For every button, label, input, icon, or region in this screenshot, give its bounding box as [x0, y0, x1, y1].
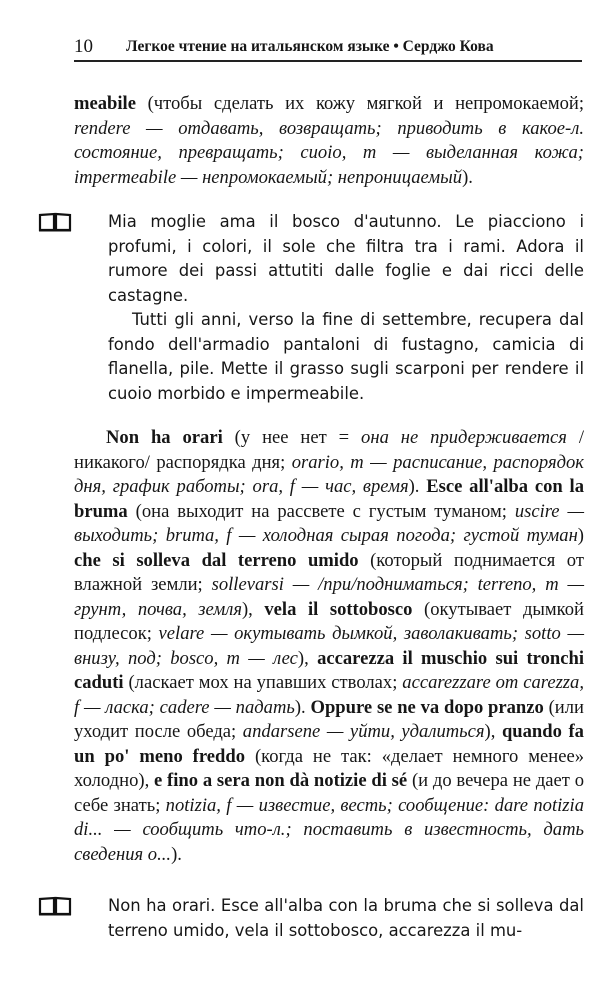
gloss-text: ),	[241, 598, 265, 620]
italian-text-2	[108, 894, 584, 943]
italian-paragraph: Tutti gli anni, verso la fine di settembre, recupera dal fondo dell'armadio pantaloni di fustagno, camicia di flanella, pile. Mette il grasso sugli scarponi per rendere il cuoio morbido e impermeabile.	[108, 310, 584, 403]
bold-phrase: Non ha orari	[106, 427, 223, 448]
gloss-text: (она выходит на рассвете с густым туманом;	[127, 500, 515, 522]
gloss-text: ),	[297, 647, 318, 669]
gloss-text: ).	[294, 696, 311, 718]
bold-phrase: vela il sottobosco	[264, 598, 413, 620]
open-book-icon	[38, 212, 72, 232]
bold-phrase: meabile	[74, 93, 136, 114]
gloss-italic: andarsene — уйти, удалиться	[242, 721, 485, 742]
bold-phrase: e fino a sera non dà notizie di sé	[154, 770, 408, 791]
gloss-text: ).	[171, 843, 182, 865]
gloss-text: (и до вечера не дает о себе знать;	[74, 770, 584, 816]
gloss-italic: uscire — выходить; bruma, f — холодная сырая погода; густой туман	[74, 500, 584, 546]
gloss-italic: она не придерживается	[361, 427, 567, 448]
bold-phrase: Oppure se ne va dopo pranzo	[310, 696, 544, 718]
gloss-text: ).	[462, 166, 473, 188]
gloss-text: (ласкает мох на упавших стволах;	[123, 672, 403, 693]
gloss-text: (когда не так: «делает немного менее» холодно),	[74, 745, 584, 791]
gloss-text: ),	[484, 721, 502, 742]
open-book-icon	[38, 896, 72, 916]
running-title: Легкое чтение на итальянском языке • Серджо Кова	[126, 38, 494, 55]
italian-text-1	[108, 210, 584, 406]
italian-paragraph: Non ha orari. Esce all'alba con la bruma che si solleva dal terreno umido, vela il sottobosco, accarezza il mu-	[108, 896, 584, 940]
bold-phrase: Esce all'alba con la bruma	[74, 476, 584, 522]
gloss-text: (чтобы сделать их кожу мягкой и непромокаемой;	[135, 93, 584, 114]
gloss-italic: rendere — отдавать, возвращать; приводить в какое-л. состояние, превращать; cuoio, m — выделанная кожа; impermeabile — непромокаемый; непроницаемый	[74, 117, 584, 188]
gloss-italic: orario, m — расписание, распорядок дня, график работы; ora, f — час, время	[74, 451, 584, 497]
gloss-italic: accarezzare от carezza, f — ласка; cadere — падать	[74, 672, 584, 718]
gloss-text: ).	[408, 476, 427, 497]
bold-phrase: accarezza il muschio sui tronchi caduti	[74, 647, 584, 693]
gloss-italic: sollevarsi — /при/подниматься; terreno, m — грунт, почва, земля	[74, 574, 585, 620]
italian-paragraph: Mia moglie ama il bosco d'autunno. Le piacciono i profumi, i colori, il sole che filtra tra i rami. Adora il rumore dei passi attutiti dalle foglie e dai ricci delle castagne.	[108, 212, 584, 305]
gloss-text: (или уходит после обеда;	[74, 696, 584, 742]
gloss-text: (у нее нет =	[222, 427, 362, 448]
gloss-text: (окутывает дымкой подлесок;	[74, 598, 584, 644]
page-number: 10	[74, 36, 93, 57]
vocabulary-block-2	[74, 426, 584, 867]
bold-phrase: che si solleva dal terreno umido	[74, 549, 359, 571]
gloss-text: )	[577, 525, 584, 546]
running-header	[74, 34, 582, 62]
gloss-text: (который поднимается от влажной земли;	[74, 549, 584, 595]
gloss-italic: velare — окутывать дымкой, заволакивать; sotto — внизу, под; bosco, m — лес	[74, 623, 584, 669]
gloss-text: /никакого/ распорядка дня;	[74, 427, 584, 473]
vocabulary-block-1	[74, 92, 584, 190]
gloss-italic: notizia, f — известие, весть; сообщение: dare notizia di... — сообщить что-л.; поставить в известность, дать сведения о...	[74, 794, 584, 865]
bold-phrase: quando fa un po' meno freddo	[74, 721, 584, 767]
